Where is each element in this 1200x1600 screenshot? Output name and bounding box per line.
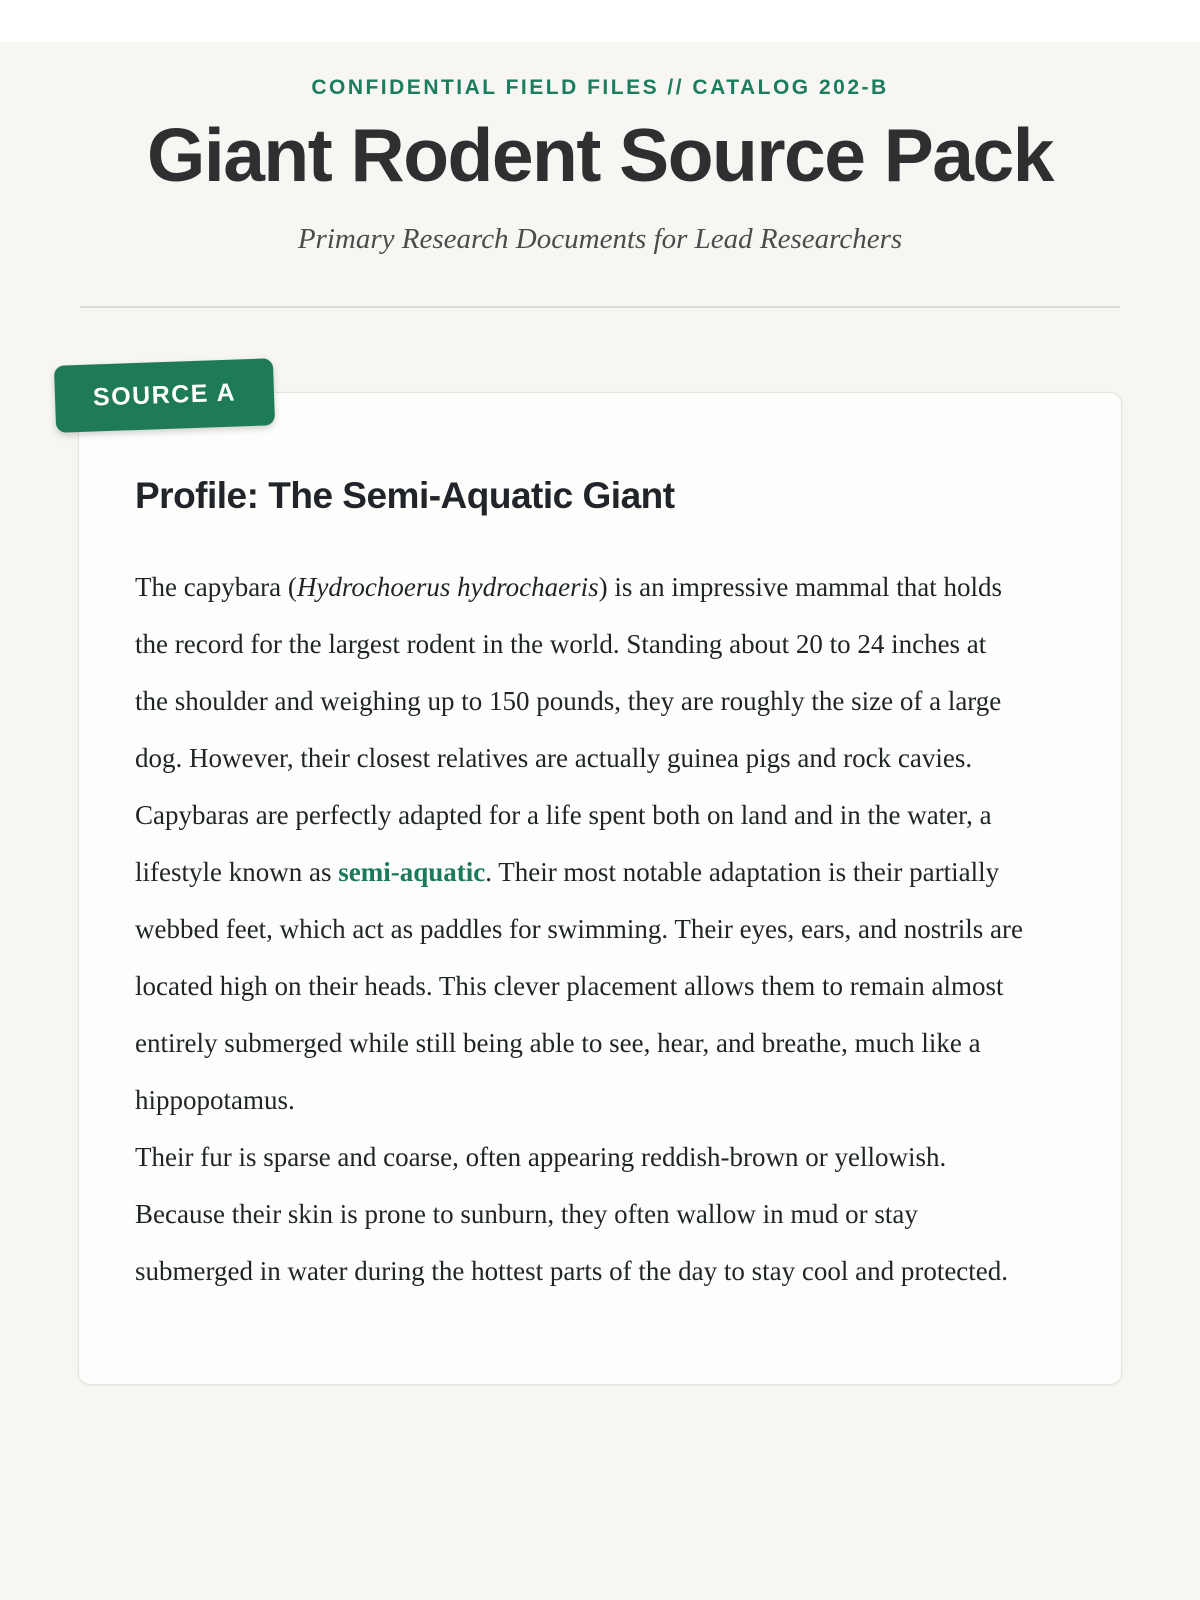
- source-a-badge: SOURCE A: [54, 358, 275, 433]
- page-subtitle: Primary Research Documents for Lead Researchers: [297, 222, 903, 255]
- paragraph-1-text-continued: ) is an impressive mammal that holds the record for the largest rodent in the world. Standing about 20 to 24 inches at the shoulder and weighing up to 150 pounds, they are roughly the size of a large dog. However, their closest relatives are actually guinea pigs and rock cavies.: [135, 571, 1003, 773]
- top-strip: [0, 0, 1200, 42]
- masthead: [0, 42, 1200, 256]
- card-body: [135, 559, 1025, 1300]
- highlighted-term: semi-aquatic: [338, 856, 486, 887]
- paragraph-2-text-continued: . Their most notable adaptation is their partially webbed feet, which act as paddles for swimming. Their eyes, ears, and nostrils are located high on their heads. This clever placement allows them to remain almost entirely submerged while still being able to see, hear, and breathe, much like a hippopotamus.: [135, 856, 1023, 1115]
- page-title: Giant Rodent Source Pack: [147, 113, 1053, 197]
- paragraph-2: [135, 787, 1025, 1129]
- latin-species-name: Hydrochoerus hydrochaeris: [296, 571, 599, 602]
- card-heading: Profile: The Semi-Aquatic Giant: [135, 474, 675, 516]
- paragraph-2-text: Capybaras are perfectly adapted for a life spent both on land and in the water, a lifestyle known as: [135, 799, 992, 887]
- eyebrow-label: CONFIDENTIAL FIELD FILES // CATALOG 202-B: [311, 76, 889, 99]
- divider: [80, 306, 1120, 308]
- source-a-section: [78, 378, 1122, 1385]
- paragraph-3: Their fur is sparse and coarse, often appearing reddish-brown or yellowish. Because their skin is prone to sunburn, they often wallow in mud or stay submerged in water during the hottest parts of the day to stay cool and protected.: [135, 1141, 1009, 1286]
- source-a-card: [78, 392, 1122, 1385]
- paragraph-1-text: The capybara (: [135, 571, 297, 602]
- paragraph-1: [135, 559, 1025, 787]
